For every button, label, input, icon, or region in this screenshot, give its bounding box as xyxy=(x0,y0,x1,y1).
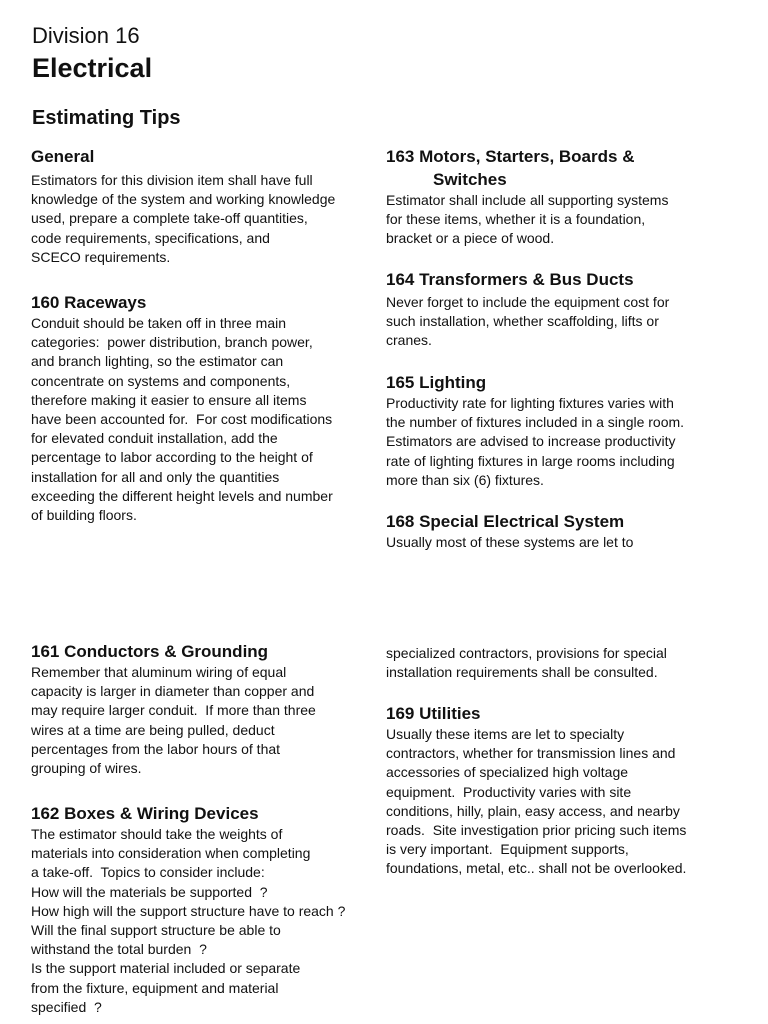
text-line: for elevated conduit installation, add the xyxy=(31,430,278,447)
text-line: percentage to labor according to the height of xyxy=(31,449,313,466)
text-line: therefore making it easier to ensure all items xyxy=(31,391,307,408)
text-line: knowledge of the system and working knowledge xyxy=(31,191,336,208)
section-heading: 162 Boxes & Wiring Devices xyxy=(31,804,259,823)
section-169-utilities xyxy=(386,702,686,879)
section-165-lighting xyxy=(386,371,684,490)
section-163-motors xyxy=(386,145,668,249)
text-line: wires at a time are being pulled, deduct xyxy=(31,721,275,738)
text-line: rate of lighting fixtures in large rooms including xyxy=(386,452,675,469)
text-line: How will the materials be supported ? xyxy=(31,883,268,900)
section-168-continued xyxy=(386,644,667,682)
text-line: concentrate on systems and components, xyxy=(31,372,291,389)
text-line: exceeding the different height levels and number xyxy=(31,487,333,504)
page-subtitle: Estimating Tips xyxy=(32,107,181,129)
section-160-raceways xyxy=(31,291,333,525)
text-line: contractors, whether for transmission lines and xyxy=(386,745,676,762)
text-line: equipment. Productivity varies with site xyxy=(386,783,632,800)
text-line: may require larger conduit. If more than three xyxy=(31,702,316,719)
text-line: specified ? xyxy=(31,998,102,1015)
text-line: Conduit should be taken off in three main xyxy=(31,315,287,331)
section-heading: 161 Conductors & Grounding xyxy=(31,642,269,661)
section-heading: 163 Motors, Starters, Boards & xyxy=(386,147,635,166)
text-line: SCECO requirements. xyxy=(31,248,171,265)
text-line: is very important. Equipment supports, xyxy=(386,841,629,858)
text-line: have been accounted for. For cost modifications xyxy=(31,411,333,428)
text-line: a take-off. Topics to consider include: xyxy=(31,864,265,881)
text-line: Estimators for this division item shall have full xyxy=(31,172,313,188)
text-line: installation requirements shall be consulted. xyxy=(386,664,658,681)
text-line: Remember that aluminum wiring of equal xyxy=(31,664,287,680)
text-line: materials into consideration when completing xyxy=(31,845,311,862)
text-line: Is the support material included or separate xyxy=(31,960,301,977)
text-line: more than six (6) fixtures. xyxy=(386,471,544,488)
section-heading: 168 Special Electrical System xyxy=(386,512,625,531)
section-168-special xyxy=(386,510,633,552)
section-162-boxes xyxy=(31,802,345,1017)
text-line: How high will the support structure have to reach ? xyxy=(31,902,346,919)
text-line: conditions, hilly, plain, easy access, and nearby xyxy=(386,802,680,819)
text-line: Productivity rate for lighting fixtures varies with xyxy=(386,395,674,411)
text-line: of building floors. xyxy=(31,507,137,524)
text-line: Usually these items are let to specialty xyxy=(386,726,625,742)
text-line: bracket or a piece of wood. xyxy=(386,230,555,247)
section-heading: 169 Utilities xyxy=(386,704,481,723)
division-number: Division 16 xyxy=(32,23,140,48)
section-heading: 160 Raceways xyxy=(31,293,147,312)
text-line: categories: power distribution, branch power, xyxy=(31,334,313,351)
text-line: used, prepare a complete take-off quantities, xyxy=(31,210,308,227)
section-161-conductors xyxy=(31,640,316,778)
text-line: for these items, whether it is a foundation, xyxy=(386,211,646,228)
section-heading: General xyxy=(31,147,95,166)
text-line: accessories of specialized high voltage xyxy=(386,764,629,781)
text-line: foundations, metal, etc.. shall not be overlooked. xyxy=(386,860,687,877)
text-line: The estimator should take the weights of xyxy=(31,826,283,842)
text-line: from the fixture, equipment and material xyxy=(31,979,279,996)
text-line: roads. Site investigation prior pricing such items xyxy=(386,822,687,839)
text-line: installation for all and only the quantities xyxy=(31,468,280,485)
section-164-transformers xyxy=(386,268,669,351)
text-line: and branch lighting, so the estimator can xyxy=(31,353,284,370)
text-line: capacity is larger in diameter than copper and xyxy=(31,683,315,700)
text-line: percentages from the labor hours of that xyxy=(31,740,281,757)
text-line: Estimators are advised to increase productivity xyxy=(386,433,676,450)
text-line: the number of fixtures included in a single room. xyxy=(386,414,685,431)
text-line: such installation, whether scaffolding, lifts or xyxy=(386,313,659,330)
text-line: Estimator shall include all supporting systems xyxy=(386,192,669,208)
page-title: Electrical xyxy=(32,53,153,83)
text-line: Will the final support structure be able to xyxy=(31,922,281,939)
text-line: Usually most of these systems are let to xyxy=(386,534,634,550)
text-line: cranes. xyxy=(386,332,432,349)
text-line: withstand the total burden ? xyxy=(31,941,207,958)
section-heading: 165 Lighting xyxy=(386,373,487,392)
text-line: Never forget to include the equipment cost for xyxy=(386,294,670,310)
section-heading: 164 Transformers & Bus Ducts xyxy=(386,270,634,289)
text-line: specialized contractors, provisions for special xyxy=(386,645,667,661)
section-general xyxy=(31,145,335,267)
section-heading-continued: Switches xyxy=(433,170,507,189)
text-line: code requirements, specifications, and xyxy=(31,229,270,246)
text-line: grouping of wires. xyxy=(31,760,142,777)
